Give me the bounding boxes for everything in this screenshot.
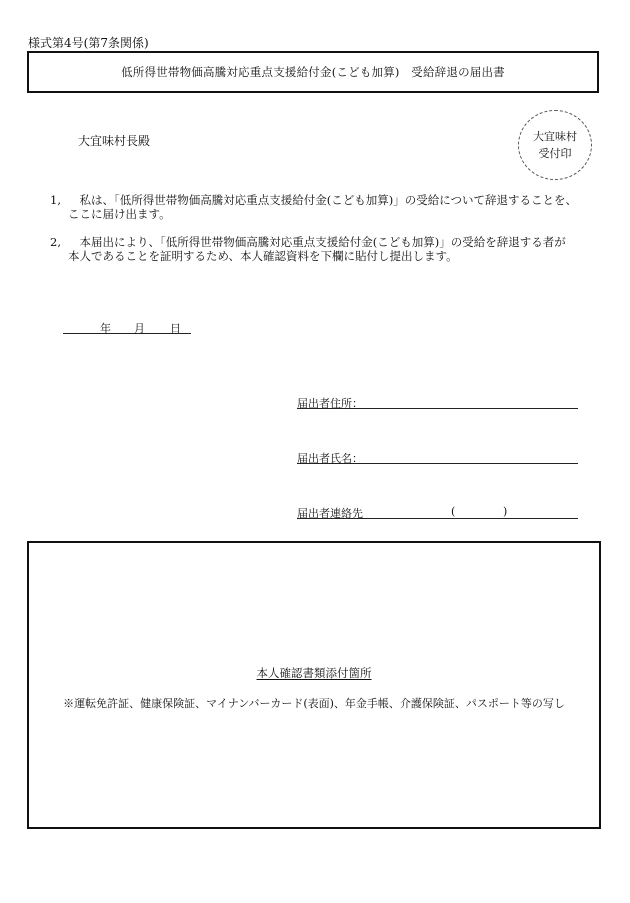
date-day-label: 日 [170,322,181,335]
attachment-note: ※運転免許証、健康保険証、マイナンバーカード(表面)、年金手帳、介護保険証、パスポート等の写し [63,697,565,710]
applicant-contact-field[interactable] [297,505,578,519]
contact-paren-open: ( [451,505,456,518]
title-box [27,51,599,93]
id-document-attachment-area[interactable] [27,541,601,829]
item-text-line: ここに届け出ます。 [68,207,171,221]
item-number: 2, [50,235,61,249]
form-number: 様式第4号(第7条関係) [28,36,149,50]
statement-item-1 [50,193,608,221]
reception-stamp-area [518,110,592,180]
attachment-title [29,665,599,681]
stamp-label: 受付印 [538,147,572,160]
item-text [68,235,608,263]
addressee: 大宜味村長殿 [78,134,151,148]
stamp-village-name: 大宜味村 [533,129,577,143]
date-year-label: 年 [100,322,111,335]
statement-item-2 [50,235,608,263]
item-number: 1, [50,193,61,207]
contact-paren-close: ) [503,505,508,518]
applicant-address-field[interactable] [297,395,578,409]
applicant-contact-label: 届出者連絡先 [297,507,363,520]
attachment-title-text: 本人確認書類添付箇所 [256,666,372,680]
applicant-name-label: 届出者氏名： [297,452,363,465]
item-text [68,193,608,221]
applicant-address-label: 届出者住所： [297,397,363,410]
form-title: 低所得世帯物価高騰対応重点支援給付金(こども加算) 受給辞退の届出書 [121,65,505,79]
date-field[interactable] [63,320,191,334]
applicant-name-field[interactable] [297,450,578,464]
date-month-label: 月 [134,322,145,335]
item-text-line: 本届出により、「低所得世帯物価高騰対応重点支援給付金(こども加算)」の受給を辞退する者が [79,235,566,249]
item-text-line: 本人であることを証明するため、本人確認資料を下欄に貼付し提出します。 [68,249,458,263]
item-text-line: 私は、「低所得世帯物価高騰対応重点支援給付金(こども加算)」の受給について辞退することを、 [79,193,577,207]
